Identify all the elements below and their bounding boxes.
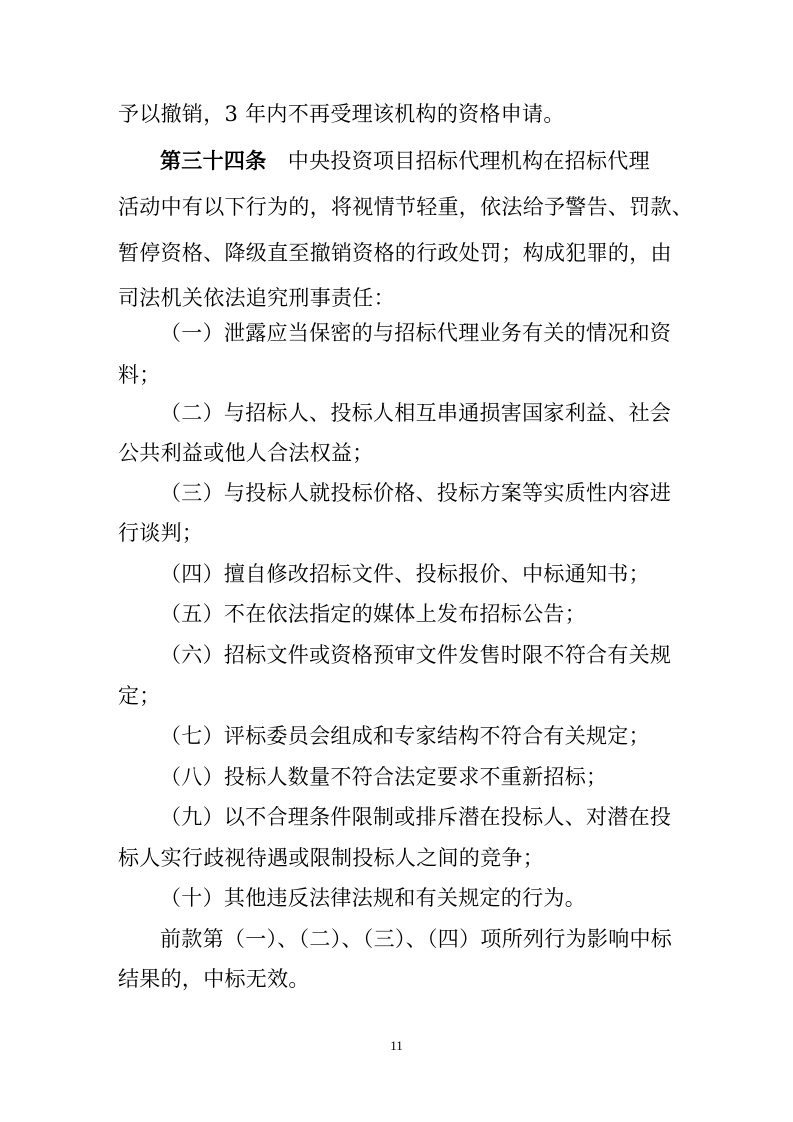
- line-text: 予以撤销，3 年内不再受理该机构的资格申请。: [118, 102, 565, 126]
- line-text: 行谈判；: [118, 521, 204, 545]
- list-item-line: [118, 360, 688, 390]
- article-heading-line: [160, 146, 690, 176]
- line-text: （二）与招标人、投标人相互串通损害国家利益、社会: [160, 401, 672, 425]
- paragraph-line: [118, 238, 688, 268]
- line-text: 前款第（一）、（二）、（三）、（四）项所列行为影响中标: [160, 927, 673, 951]
- list-item-line: [160, 762, 690, 792]
- list-item-line: [160, 883, 690, 913]
- line-text: 活动中有以下行为的，将视情节轻重，依法给予警告、罚款、: [118, 195, 694, 219]
- paragraph-line: [160, 924, 690, 954]
- list-item-line: [160, 559, 690, 589]
- list-item-line: [160, 599, 690, 629]
- line-text: 料；: [118, 363, 161, 387]
- paragraph-line: [118, 964, 688, 994]
- list-item-line: [118, 843, 688, 873]
- line-text: 定；: [118, 684, 161, 708]
- list-item-line: [118, 681, 688, 711]
- paragraph-line: [118, 283, 688, 313]
- line-text: 标人实行歧视待遇或限制投标人之间的竞争；: [118, 846, 544, 870]
- line-text: 暂停资格、降级直至撤销资格的行政处罚；构成犯罪的，由: [118, 241, 672, 265]
- paragraph-line: [118, 192, 694, 222]
- list-item-line: [160, 398, 690, 428]
- list-item-line: [160, 318, 690, 348]
- line-text: （五）不在依法指定的媒体上发布招标公告；: [160, 602, 586, 626]
- list-item-line: [160, 640, 690, 670]
- line-text: （九）以不合理条件限制或排斥潜在投标人、对潜在投: [160, 805, 672, 829]
- line-text: （七）评标委员会组成和专家结构不符合有关规定；: [160, 724, 650, 748]
- line-text: （一）泄露应当保密的与招标代理业务有关的情况和资: [160, 321, 672, 345]
- line-text: （三）与投标人就投标价格、投标方案等实质性内容进: [160, 481, 672, 505]
- list-item-line: [160, 802, 690, 832]
- list-item-line: [118, 438, 688, 468]
- article-number: 第三十四条: [160, 149, 267, 173]
- line-text: （八）投标人数量不符合法定要求不重新招标；: [160, 765, 608, 789]
- list-item-line: [118, 518, 688, 548]
- line-text: 公共利益或他人合法权益；: [118, 441, 374, 465]
- line-text: 中央投资项目招标代理机构在招标代理: [266, 149, 650, 173]
- list-item-line: [160, 478, 690, 508]
- paragraph-line: [118, 99, 688, 129]
- list-item-line: [160, 721, 690, 751]
- line-text: （六）招标文件或资格预审文件发售时限不符合有关规: [160, 643, 672, 667]
- line-text: 结果的，中标无效。: [118, 967, 310, 991]
- line-text: （四）擅自修改招标文件、投标报价、中标通知书；: [160, 562, 650, 586]
- line-text: 司法机关依法追究刑事责任：: [118, 286, 395, 310]
- page-number: 11: [390, 1038, 403, 1053]
- line-text: （十）其他违反法律法规和有关规定的行为。: [160, 886, 586, 910]
